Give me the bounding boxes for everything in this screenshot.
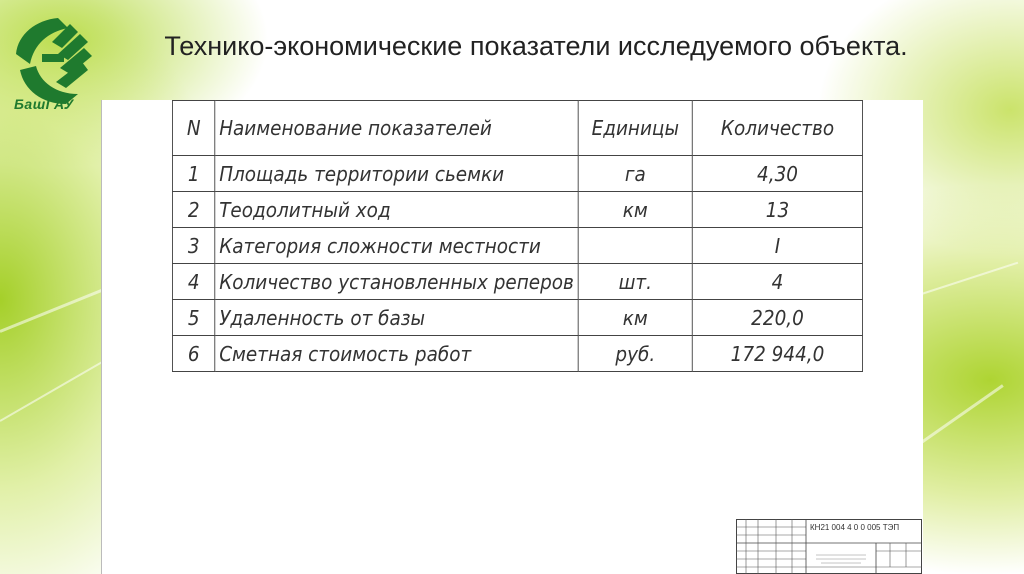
table-row bbox=[172, 228, 862, 264]
drawing-sheet bbox=[101, 100, 923, 574]
row-quantity: 4,30 bbox=[693, 156, 863, 192]
row-unit: шт. bbox=[578, 264, 693, 300]
row-quantity: 220,0 bbox=[693, 300, 863, 336]
row-quantity: 4 bbox=[693, 264, 863, 300]
row-name: Удаленность от базы bbox=[215, 300, 578, 336]
row-unit: га bbox=[578, 156, 693, 192]
row-unit: км bbox=[578, 192, 693, 228]
table-header-row bbox=[172, 101, 862, 156]
table-row bbox=[172, 264, 862, 300]
table-row bbox=[172, 192, 862, 228]
row-number: 2 bbox=[172, 192, 215, 228]
row-name: Категория сложности местности bbox=[215, 228, 578, 264]
row-number: 5 bbox=[172, 300, 215, 336]
row-number: 3 bbox=[172, 228, 215, 264]
header-quantity: Количество bbox=[693, 101, 863, 156]
row-name: Теодолитный ход bbox=[215, 192, 578, 228]
row-name: Количество установленных реперов bbox=[215, 264, 578, 300]
row-quantity: I bbox=[693, 228, 863, 264]
row-unit bbox=[578, 228, 693, 264]
logo-text: БашГАУ bbox=[14, 96, 74, 112]
row-unit: км bbox=[578, 300, 693, 336]
header-number: N bbox=[172, 101, 215, 156]
row-unit: руб. bbox=[578, 336, 693, 372]
row-number: 6 bbox=[172, 336, 215, 372]
row-quantity: 13 bbox=[693, 192, 863, 228]
header-name: Наименование показателей bbox=[215, 101, 578, 156]
slide-title: Технико-экономические показатели исследуемого объекта. bbox=[164, 31, 908, 61]
table-row bbox=[172, 336, 862, 372]
table-row bbox=[172, 300, 862, 336]
indicators-table bbox=[172, 100, 863, 372]
row-number: 1 bbox=[172, 156, 215, 192]
row-quantity: 172 944,0 bbox=[693, 336, 863, 372]
row-number: 4 bbox=[172, 264, 215, 300]
header-units: Единицы bbox=[578, 101, 693, 156]
table-row bbox=[172, 156, 862, 192]
row-name: Сметная стоимость работ bbox=[215, 336, 578, 372]
stamp-code: КН21 004 4 0 0 005 ТЭП bbox=[810, 523, 900, 532]
row-name: Площадь территории сьемки bbox=[215, 156, 578, 192]
